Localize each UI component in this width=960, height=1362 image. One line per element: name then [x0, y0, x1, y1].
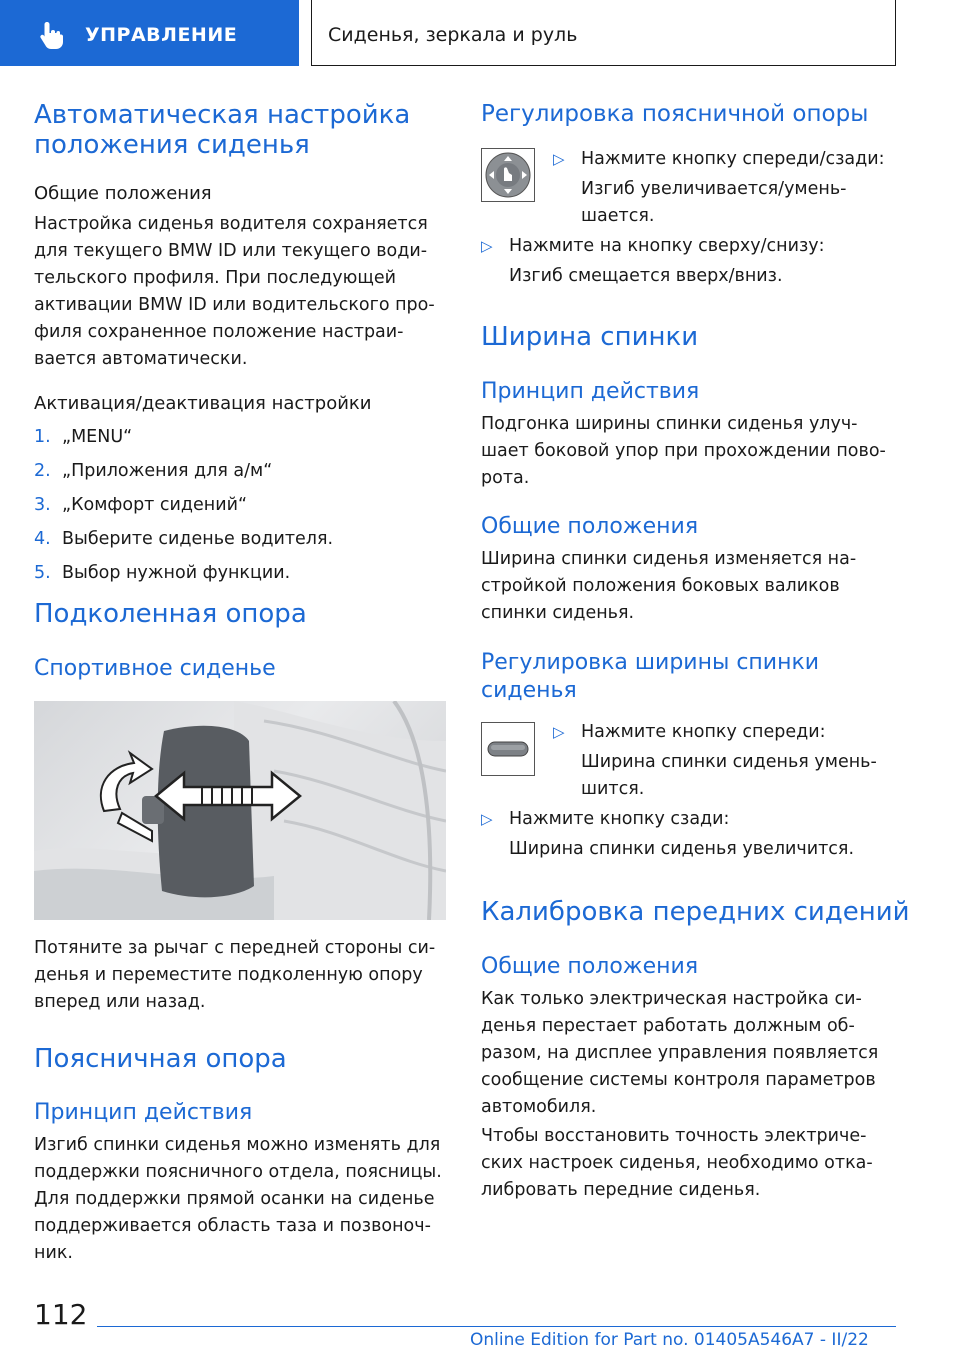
lumbar-control-icon [482, 149, 534, 201]
seat-photo [34, 701, 446, 920]
list-item [34, 560, 454, 594]
text-line: поддерживается область таза и позвоноч- [34, 1216, 431, 1236]
text-line: Потяните за рычаг с передней стороны си- [34, 938, 436, 958]
text-line: тельского профиля. При последующей [34, 268, 396, 288]
footer-edition: Online Edition for Part no. 01405A546A7 - II/22 [470, 1330, 869, 1350]
bullet-triangle-icon: ▷ [553, 150, 565, 168]
text-line: Изгиб увеличивается/умень- [581, 179, 847, 199]
text-line: поддержки поясничного отдела, поясницы. [34, 1162, 442, 1182]
heading-general: Общие положения [34, 183, 212, 204]
list-item [34, 492, 454, 526]
step-text: „MENU“ [62, 427, 133, 447]
paragraph-calibration-1 [481, 986, 878, 1121]
heading-principle: Принцип действия [34, 1100, 253, 1125]
backrest-width-button-icon [482, 723, 534, 775]
text-line: Подгонка ширины спинки сиденья улуч- [481, 414, 858, 434]
heading-lumbar-support: Поясничная опора [34, 1044, 287, 1074]
bullet-result: Ширина спинки сиденья увеличится. [509, 839, 855, 859]
section-title: УПРАВЛЕНИЕ [85, 24, 238, 46]
text-line: Для поддержки прямой осанки на сиденье [34, 1189, 435, 1209]
step-text: Выбор нужной функции. [62, 563, 291, 583]
text-line: Чтобы восстановить точность электриче- [481, 1126, 867, 1146]
text-line: спинки сиденья. [481, 603, 635, 623]
breadcrumb-text: Сиденья, зеркала и руль [328, 24, 578, 46]
heading-general: Общие положения [481, 954, 699, 979]
width-button-image [481, 722, 535, 776]
text-line: сообщение системы контроля параметров [481, 1070, 876, 1090]
heading-line: положения сиденья [34, 130, 310, 160]
bullet-text: Нажмите кнопку спереди/сзади: [581, 149, 885, 169]
heading-backrest-width: Ширина спинки [481, 322, 699, 352]
page-number: 112 [34, 1298, 88, 1331]
text-line: активации BMW ID или водительского про- [34, 295, 435, 315]
bullet-triangle-icon: ▷ [481, 810, 493, 828]
step-number: 5. [34, 563, 51, 583]
text-line: ских настроек сиденья, необходимо отка- [481, 1153, 873, 1173]
heading-activation: Активация/деактивация настройки [34, 393, 372, 414]
paragraph-general [34, 211, 435, 373]
bullet-text: Нажмите кнопку сзади: [509, 809, 730, 829]
text-line: Ширина спинки сиденья изменяется на- [481, 549, 857, 569]
step-text: Выберите сиденье водителя. [62, 529, 334, 549]
text-line: денья перестает работать должным об- [481, 1016, 855, 1036]
footer-divider [97, 1326, 896, 1327]
bullet-text: Нажмите кнопку спереди: [581, 722, 826, 742]
step-text: „Комфорт сидений“ [62, 495, 248, 515]
text-line: вается автоматически. [34, 349, 248, 369]
list-item [34, 424, 454, 458]
step-number: 2. [34, 461, 51, 481]
text-line: филя сохраненное положение настраи- [34, 322, 404, 342]
text-line: вперед или назад. [34, 992, 206, 1012]
paragraph-general [481, 546, 856, 627]
text-line: ник. [34, 1243, 73, 1263]
text-line: для текущего BMW ID или текущего води- [34, 241, 428, 261]
text-line: Как только электрическая настройка си- [481, 989, 862, 1009]
bullet-result [581, 749, 877, 803]
text-line: Ширина спинки сиденья умень- [581, 752, 877, 772]
bullet-text: Нажмите на кнопку сверху/снизу: [509, 236, 825, 256]
text-line: Настройка сиденья водителя сохраняется [34, 214, 428, 234]
text-line: автомобиля. [481, 1097, 597, 1117]
steps-list [34, 424, 454, 594]
text-line: либровать передние сиденья. [481, 1180, 761, 1200]
list-item [34, 526, 454, 560]
text-line: разом, на дисплее управления появляется [481, 1043, 879, 1063]
bullet-result [581, 176, 846, 230]
paragraph-calibration-2 [481, 1123, 873, 1204]
text-line: шает боковой упор при прохождении пово- [481, 441, 886, 461]
section-tab [0, 0, 299, 66]
text-line: Изгиб спинки сиденья можно изменять для [34, 1135, 441, 1155]
text-line: шается. [581, 206, 655, 226]
bullet-triangle-icon: ▷ [481, 237, 493, 255]
bullet-triangle-icon: ▷ [553, 723, 565, 741]
heading-lumbar-adjust: Регулировка поясничной опоры [481, 101, 869, 127]
heading-width-adjust [481, 649, 819, 705]
breadcrumb [311, 0, 896, 66]
heading-calibration: Калибровка передних сидений [481, 897, 910, 927]
heading-auto-seat-setting [34, 100, 410, 160]
step-number: 4. [34, 529, 51, 549]
paragraph-principle [481, 411, 886, 492]
text-line: денья и переместите подколенную опору [34, 965, 423, 985]
hand-pointer-icon [38, 20, 64, 50]
heading-line: Регулировка ширины спинки [481, 650, 820, 675]
text-line: рота. [481, 468, 530, 488]
paragraph-lumbar [34, 1132, 442, 1267]
heading-knee-support: Подколенная опора [34, 599, 307, 629]
heading-general: Общие положения [481, 514, 699, 539]
paragraph-knee-support [34, 935, 435, 1016]
step-text: „Приложения для а/м“ [62, 461, 273, 481]
lumbar-button-image [481, 148, 535, 202]
bullet-result: Изгиб смещается вверх/вниз. [509, 266, 783, 286]
knee-support-illustration [34, 701, 446, 920]
heading-line: Автоматическая настройка [34, 100, 411, 130]
text-line: стройкой положения боковых валиков [481, 576, 840, 596]
heading-line: сиденья [481, 678, 577, 703]
text-line: шится. [581, 779, 645, 799]
list-item [34, 458, 454, 492]
step-number: 3. [34, 495, 51, 515]
heading-principle: Принцип действия [481, 379, 700, 404]
heading-sport-seat: Спортивное сиденье [34, 656, 276, 681]
step-number: 1. [34, 427, 51, 447]
